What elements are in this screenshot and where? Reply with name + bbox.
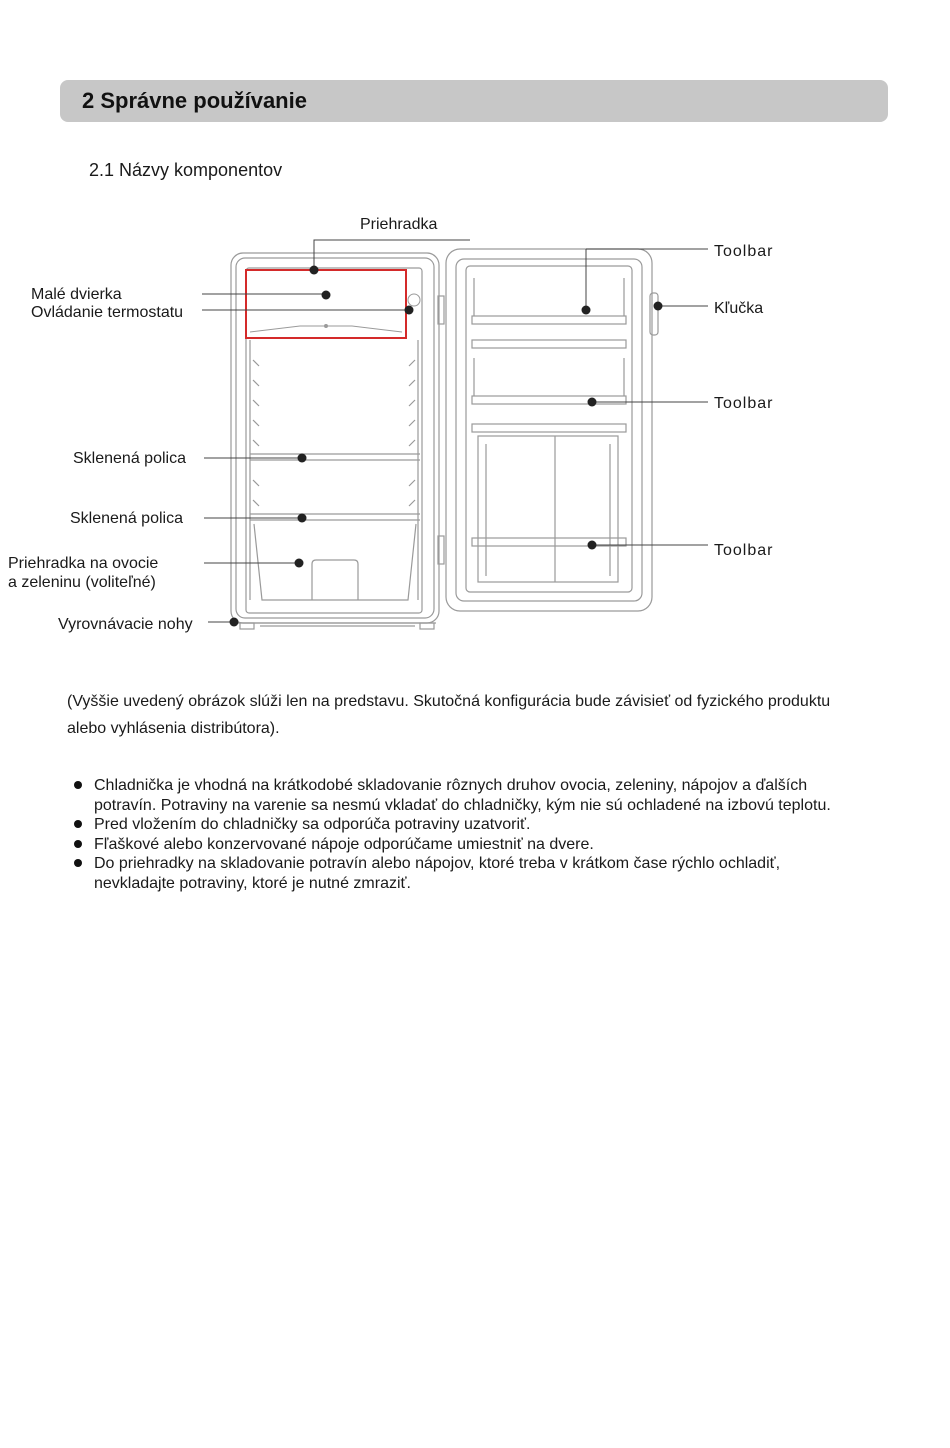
- label-toolbar-3: Toolbar: [714, 542, 774, 559]
- bullet-text: Fľaškové alebo konzervované nápoje odporúčame umiestniť na dvere.: [94, 835, 594, 853]
- dot-toolbar-1: [582, 306, 591, 315]
- bullet-text: Pred vložením do chladničky sa odporúča potraviny uzatvoriť.: [94, 816, 531, 834]
- dot-priehradka: [310, 266, 319, 275]
- label-priehradka-ovocie-2: a zeleninu (voliteľné): [8, 574, 156, 591]
- dot-crisper: [295, 559, 304, 568]
- usage-bullet-list: [70, 776, 850, 894]
- dot-klucka: [654, 302, 663, 311]
- bullet-icon: [74, 859, 82, 867]
- subsection-title: 2.1 Názvy komponentov: [89, 160, 283, 180]
- label-sklenena-polica-1: Sklenená polica: [73, 450, 186, 467]
- fridge-door: [446, 249, 658, 611]
- label-male-dvierka: Malé dvierka: [31, 286, 122, 303]
- dot-male-dvierka: [322, 291, 331, 300]
- list-item: [70, 835, 850, 855]
- list-item: [70, 815, 850, 835]
- label-priehradka-ovocie-1: Priehradka na ovocie: [8, 555, 159, 572]
- fridge-components-diagram: [0, 200, 950, 660]
- dot-toolbar-2: [588, 398, 597, 407]
- bullet-text: Do priehradky na skladovanie potravín alebo nápojov, ktoré treba v krátkom čase rýchlo ochladiť, nevkladajte potraviny, ktoré je nutné zmraziť.: [94, 855, 781, 892]
- dot-toolbar-3: [588, 541, 597, 550]
- bullet-icon: [74, 820, 82, 828]
- label-vyrovnavacie-nohy: Vyrovnávacie nohy: [58, 616, 193, 633]
- label-toolbar-1: Toolbar: [714, 243, 774, 260]
- bullet-text: Chladnička je vhodná na krátkodobé skladovanie rôznych druhov ovocia, zeleniny, nápojov a ďalších potravín. Potraviny na varenie sa nesmú vkladať do chladničky, kým nie sú ochladené na izbovú teplotu.: [94, 777, 831, 814]
- label-klucka: Kľučka: [714, 300, 764, 317]
- dot-polica-2: [298, 514, 307, 523]
- list-item: [70, 854, 850, 893]
- label-sklenena-polica-2: Sklenená polica: [70, 510, 183, 527]
- section-title: 2 Správne používanie: [82, 88, 307, 113]
- bullet-icon: [74, 840, 82, 848]
- dot-termostat: [405, 306, 414, 315]
- dot-nohy: [230, 618, 239, 627]
- label-toolbar-2: Toolbar: [714, 395, 774, 412]
- dot-polica-1: [298, 454, 307, 463]
- list-item: [70, 776, 850, 815]
- label-ovladanie-termostatu: Ovládanie termostatu: [31, 304, 184, 321]
- label-priehradka: Priehradka: [360, 216, 438, 233]
- bullet-icon: [74, 781, 82, 789]
- section-header-bar: [60, 80, 888, 122]
- disclaimer-note: (Vyššie uvedený obrázok slúži len na predstavu. Skutočná konfigurácia bude závisieť od fyzického produktu alebo vyhlásenia distribútora).: [67, 693, 831, 737]
